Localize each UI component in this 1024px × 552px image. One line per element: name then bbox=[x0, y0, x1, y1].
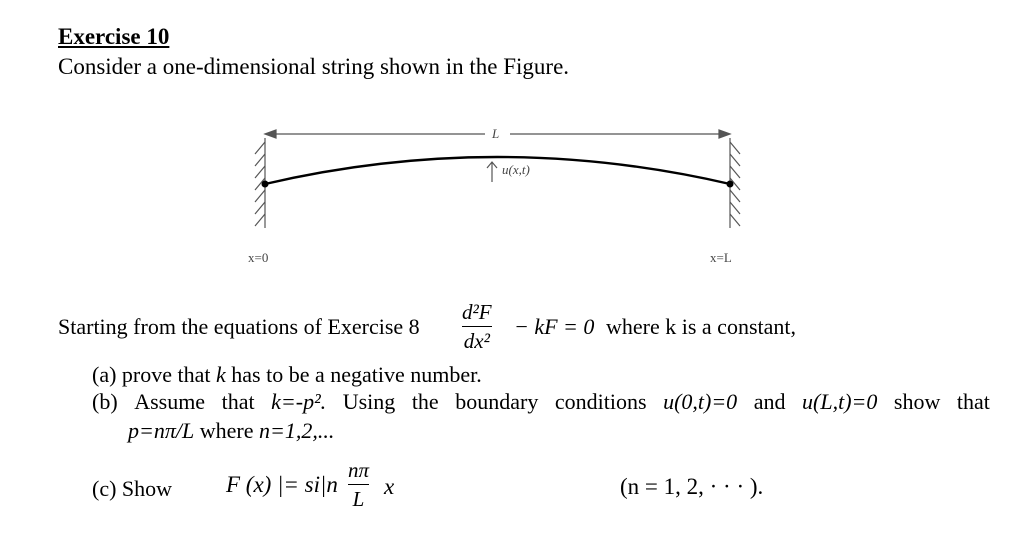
part-c-label: (c) Show bbox=[92, 476, 173, 501]
exercise-intro: Consider a one-dimensional string shown in the Figure. bbox=[58, 54, 570, 79]
part-a-text-before: prove that bbox=[121, 362, 211, 387]
string-curve bbox=[265, 157, 730, 184]
part-b-word: Assume bbox=[134, 389, 206, 414]
left-end-point bbox=[262, 181, 269, 188]
part-a-label: (a) bbox=[92, 362, 117, 387]
part-b-formula: p=nπ/L bbox=[128, 418, 195, 443]
part-c-var: x bbox=[384, 474, 395, 499]
part-a-var: k bbox=[216, 362, 226, 387]
part-c-range: (n = 1, 2, · · · ). bbox=[620, 474, 764, 499]
string-diagram bbox=[230, 118, 770, 278]
displacement-label: u(x,t) bbox=[502, 162, 530, 177]
equation-fraction bbox=[462, 300, 492, 353]
right-position-label: x=L bbox=[710, 250, 732, 265]
part-a bbox=[92, 362, 482, 388]
part-b-where: where bbox=[199, 418, 254, 443]
part-b-word: k=-p². bbox=[271, 389, 327, 414]
part-b-word: and bbox=[753, 389, 786, 414]
part-c-fraction bbox=[348, 458, 369, 511]
part-c-lhs: F (x) |= si|n bbox=[226, 472, 338, 497]
statement-prefix: Starting from the equations of Exercise 8 bbox=[58, 314, 420, 339]
part-b-word: u(0,t)=0 bbox=[663, 389, 738, 414]
part-b-line2 bbox=[128, 418, 334, 444]
part-b-word: that bbox=[956, 389, 990, 414]
displacement-arrow bbox=[487, 162, 497, 182]
part-c-frac-den: L bbox=[352, 487, 365, 511]
part-b-word: that bbox=[221, 389, 255, 414]
equation-numerator: d²F bbox=[462, 300, 492, 324]
part-b-label: (b) bbox=[92, 389, 118, 414]
statement-suffix: where k is a constant, bbox=[606, 314, 796, 339]
equation-rest: − kF = 0 bbox=[514, 314, 595, 339]
part-b-word: Using bbox=[342, 389, 396, 414]
part-b-line1 bbox=[92, 389, 990, 415]
part-b-range: n=1,2,... bbox=[258, 418, 335, 443]
string-figure bbox=[230, 118, 770, 278]
part-b-word: the bbox=[411, 389, 439, 414]
part-c-frac-num: nπ bbox=[348, 458, 370, 482]
part-b-word: u(L,t)=0 bbox=[802, 389, 878, 414]
right-end-point bbox=[727, 181, 734, 188]
exercise-title: Exercise 10 bbox=[58, 24, 170, 49]
part-b-word: conditions bbox=[554, 389, 647, 414]
part-b-word: boundary bbox=[455, 389, 539, 414]
left-position-label: x=0 bbox=[248, 250, 269, 265]
length-label: L bbox=[492, 126, 500, 141]
part-b-word: show bbox=[893, 389, 941, 414]
part-a-text-after: has to be a negative number. bbox=[231, 362, 482, 387]
equation-denominator: dx² bbox=[463, 329, 490, 353]
